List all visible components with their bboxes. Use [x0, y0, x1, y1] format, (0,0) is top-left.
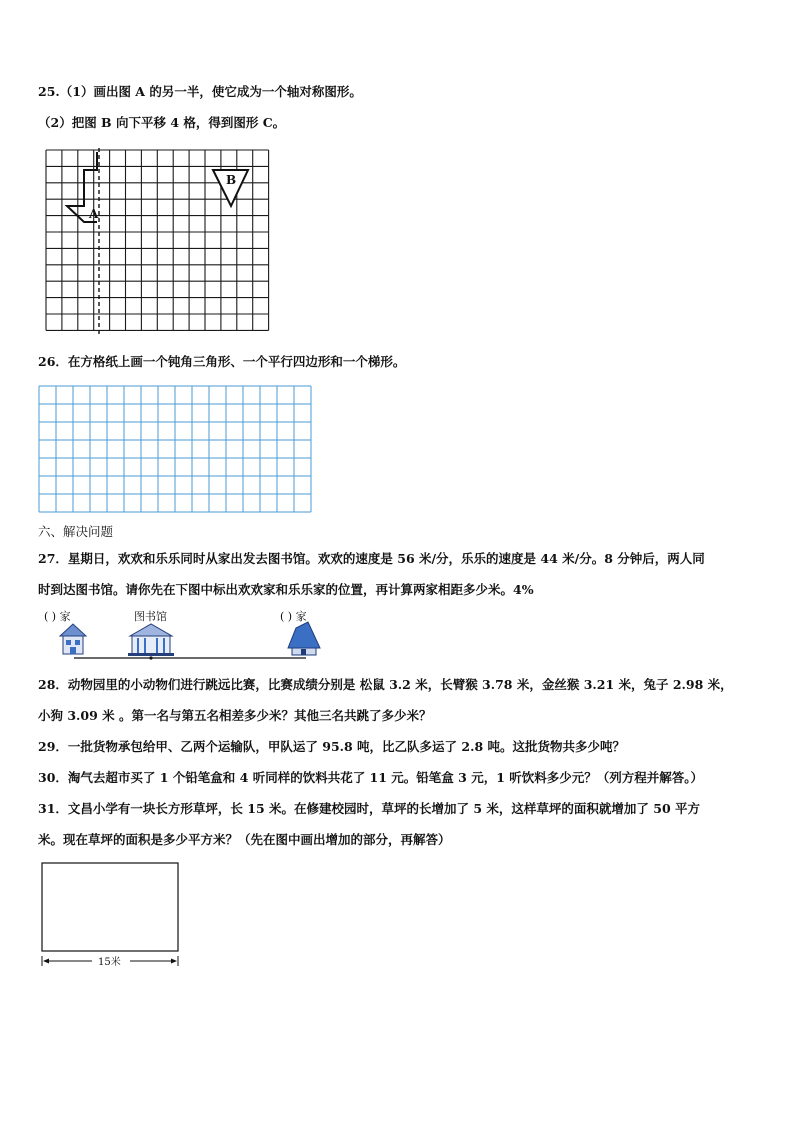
library-icon	[128, 624, 174, 656]
home-left-label: ( ) 家	[44, 610, 71, 623]
q25-grid-figure[interactable]	[44, 148, 270, 334]
figure-a-label: A	[89, 207, 99, 221]
q31-line2: 米。现在草坪的面积是多少平方米？（先在图中画出增加的部分，再解答）	[38, 832, 451, 847]
library-label: 图书馆	[134, 610, 167, 623]
q25-line1: 25.（1）画出图 A 的另一半，使它成为一个轴对称图形。	[38, 84, 362, 99]
q25-line2: （2）把图 B 向下平移 4 格，得到图形 C。	[38, 115, 286, 130]
figure-b-label: B	[226, 173, 237, 187]
q31-line1: 31．文昌小学有一块长方形草坪，长 15 米。在修建校园时，草坪的长增加了 5 米，这样草坪的面积就增加了 50 平方	[38, 801, 700, 816]
q27-line1: 27．星期日，欢欢和乐乐同时从家出发去图书馆。欢欢的速度是 56 米/分，乐乐的速度是 44 米/分。8 分钟后，两人同	[38, 551, 705, 566]
q31-rectangle-figure[interactable]	[38, 860, 184, 968]
length-label: 15米	[98, 957, 121, 968]
house-left-icon	[60, 624, 86, 654]
q28-line2: 小狗 3.09 米 。第一名与第五名相差多少米？其他三名共跳了多少米？	[38, 708, 432, 723]
q29-text: 29．一批货物承包给甲、乙两个运输队，甲队运了 95.8 吨，比乙队多运了 2.8 吨。这批货物共多少吨？	[38, 739, 625, 754]
q26-text: 26．在方格纸上画一个钝角三角形、一个平行四边形和一个梯形。	[38, 354, 406, 369]
q27-diagram[interactable]	[38, 606, 358, 664]
lawn-rectangle	[42, 863, 178, 951]
section-title: 六、解决问题	[38, 524, 114, 539]
home-right-label: ( ) 家	[280, 610, 307, 623]
house-right-icon	[288, 622, 320, 655]
q28-line1: 28．动物园里的小动物们进行跳远比赛，比赛成绩分别是 松鼠 3.2 米，长臂猴 3.78 米，金丝猴 3.21 米，兔子 2.98 米，	[38, 677, 733, 692]
q27-line2: 时到达图书馆。请你先在下图中标出欢欢家和乐乐家的位置，再计算两家相距多少米。4%	[38, 582, 534, 597]
q30-text: 30．淘气去超市买了 1 个铅笔盒和 4 听同样的饮料共花了 11 元。铅笔盒 3 元，1 听饮料多少元？（列方程并解答。）	[38, 770, 703, 785]
q26-grid[interactable]	[38, 385, 314, 515]
